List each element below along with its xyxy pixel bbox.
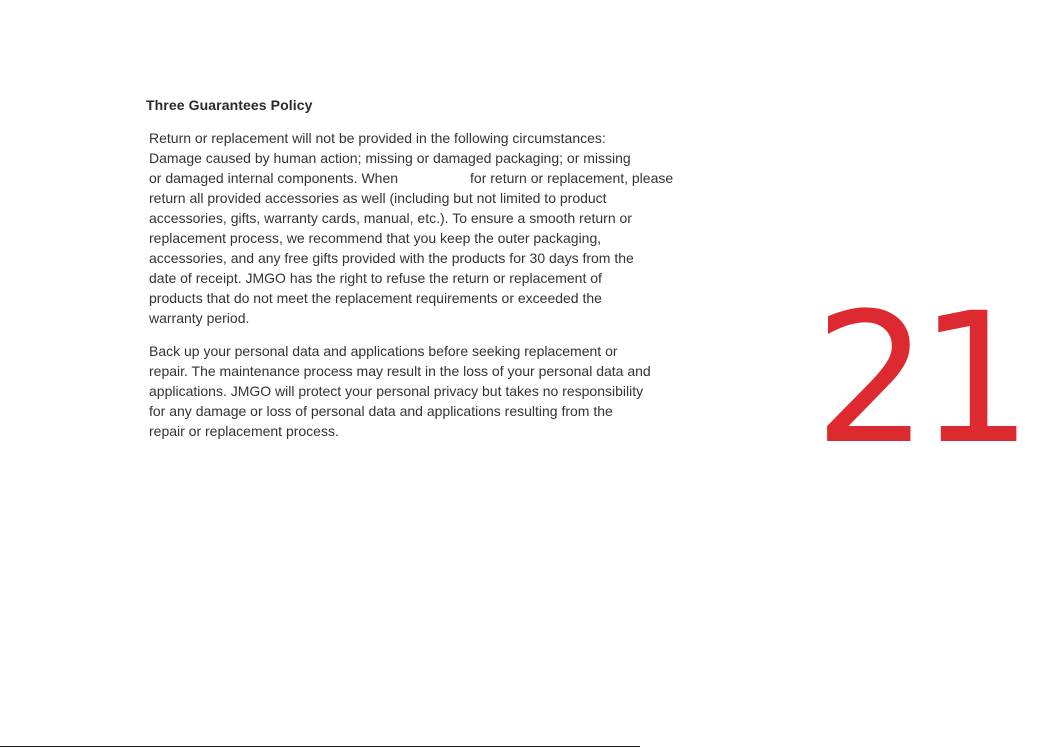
text-line: products that do not meet the replacement requirements or exceeded the (149, 290, 602, 306)
page-number: 21 (813, 275, 1023, 484)
text-line: date of receipt. JMGO has the right to refuse the return or replacement of (149, 270, 602, 286)
text-line: replacement process, we recommend that you keep the outer packaging, (149, 230, 602, 246)
text-line: return all provided accessories as well (including but not limited to product (149, 190, 607, 206)
section-title: Three Guarantees Policy (146, 97, 313, 113)
text-line: Damage caused by human action; missing or damaged packaging; or missing (149, 150, 631, 166)
text-line: accessories, and any free gifts provided with the products for 30 days from the (149, 250, 634, 266)
text-fragment: for return or replacement, please (470, 170, 674, 186)
text-line-with-gap (149, 168, 719, 188)
bottom-divider (0, 746, 640, 747)
text-line: Back up your personal data and applications before seeking replacement or (149, 343, 618, 359)
text-line: applications. JMGO will protect your personal privacy but takes no responsibility (149, 383, 644, 399)
paragraph-data-backup (149, 341, 719, 441)
text-fragment: or damaged internal components. When (149, 170, 399, 186)
text-line: repair. The maintenance process may result in the loss of your personal data and (149, 363, 651, 379)
text-line: warranty period. (149, 310, 250, 326)
text-line: for any damage or loss of personal data and applications resulting from the (149, 403, 613, 419)
text-line: Return or replacement will not be provided in the following circumstances: (149, 130, 606, 146)
text-line: repair or replacement process. (149, 423, 339, 439)
text-line: accessories, gifts, warranty cards, manual, etc.). To ensure a smooth return or (149, 210, 632, 226)
paragraph-return-policy (149, 128, 719, 328)
